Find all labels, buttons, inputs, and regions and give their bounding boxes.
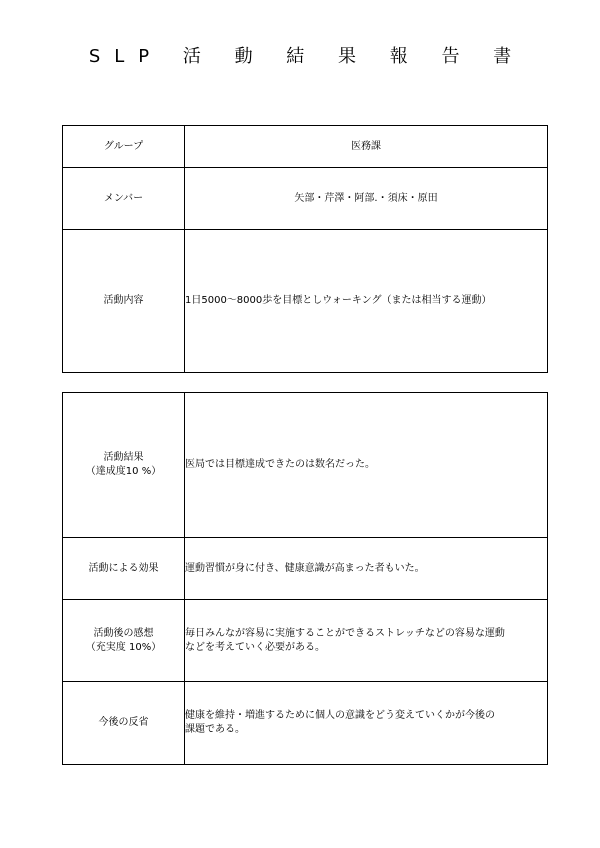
result-label-cell (63, 393, 185, 538)
activity-content-value: 1日5000～8000歩を目標としウォーキング（または相当する運動） (185, 230, 548, 373)
members-row (63, 168, 548, 230)
reflection-value-line2: 課題である。 (185, 724, 245, 735)
reflection-value-cell (185, 682, 548, 765)
activity-content-row (63, 230, 548, 373)
result-row (63, 393, 548, 538)
result-value: 医局では目標達成できたのは数名だった。 (185, 393, 548, 538)
impression-value-cell (185, 600, 548, 682)
result-achievement: （達成度10 %） (85, 466, 162, 477)
page-title: SLP 活 動 結 果 報 告 書 (88, 46, 526, 67)
impression-value-line1: 毎日みんなが容易に実施することができるストレッチなどの容易な運動 (185, 627, 505, 639)
reflection-value-line1: 健康を維持・増進するために個人の意識をどう変えていくかが今後の (185, 710, 495, 721)
members-value: 矢部・芹澤・阿部.・須床・原田 (185, 168, 548, 230)
reflection-row (63, 682, 548, 765)
effect-label: 活動による効果 (63, 538, 185, 600)
impression-satisfaction: （充実度 10%） (85, 641, 162, 653)
reflection-label: 今後の反省 (63, 682, 185, 765)
group-row (63, 126, 548, 168)
impression-label-cell (63, 600, 185, 682)
members-label: メンバー (63, 168, 185, 230)
result-label: 活動結果 (103, 452, 144, 463)
activity-result-table (62, 392, 548, 765)
activity-info-table (62, 125, 548, 373)
impression-value-line2: などを考えていく必要がある。 (185, 641, 325, 653)
effect-row (63, 538, 548, 600)
effect-value: 運動習慣が身に付き、健康意識が高まった者もいた。 (185, 538, 548, 600)
group-label: グループ (63, 126, 185, 168)
group-value: 医務課 (185, 126, 548, 168)
activity-content-label: 活動内容 (63, 230, 185, 373)
impression-label: 活動後の感想 (93, 627, 154, 639)
impression-row (63, 600, 548, 682)
